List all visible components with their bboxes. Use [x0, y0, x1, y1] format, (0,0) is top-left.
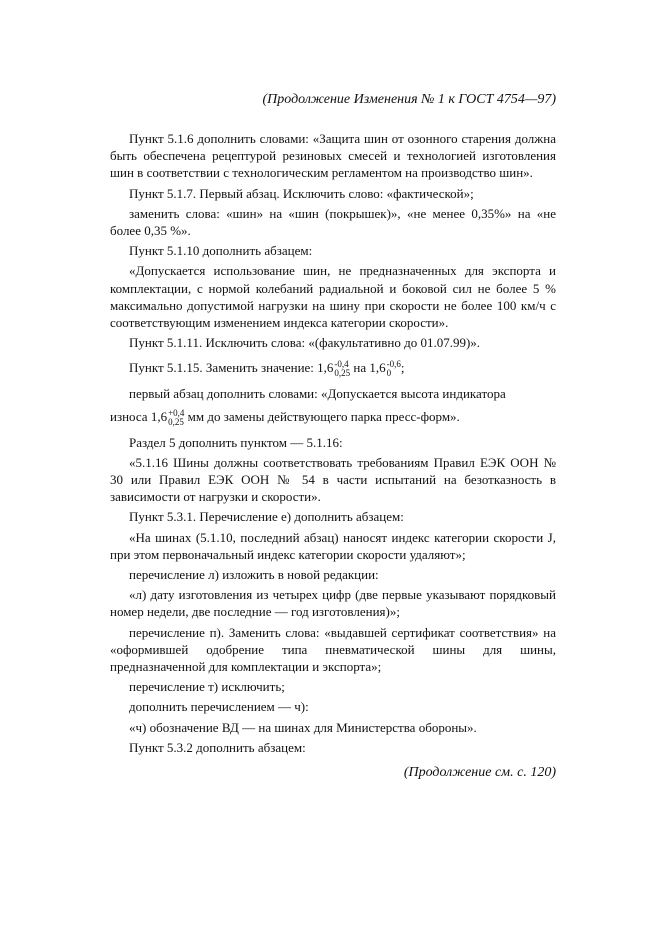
formula1-sup1: -0,4 [334, 359, 349, 370]
paragraph-enum-t: перечисление т) исключить; [129, 679, 285, 695]
formula1-limits-2 [387, 360, 401, 378]
formula2-sub: 0,25 [168, 416, 184, 427]
paragraph-5-3-1: Пункт 5.3.1. Перечисление е) дополнить абзацем: [129, 509, 404, 525]
paragraph-enum-ch-text: «ч) обозначение ВД — на шинах для Министерства обороны». [129, 719, 477, 735]
paragraph-5-1-15 [110, 354, 556, 382]
paragraph-5-1-10-text: «Допускается использование шин, не предназначенных для экспорта и комплектации, с нормой колебаний радиальной и боковой сил не более 5 % максимально допустимой нагрузки на шину при скорости не более 100 км/ч с соответствующим изменением индекса категории скорости». [110, 263, 556, 331]
paragraph-5-1-7-replace: заменить слова: «шин» на «шин (покрышек)», «не менее 0,35%» на «не более 0,35 %». [110, 205, 556, 239]
paragraph-5-3-2: Пункт 5.3.2 дополнить абзацем: [129, 739, 306, 755]
paragraph-enum-p: перечисление п). Заменить слова: «выдавшей сертификат соответствия» на «оформившей одобрение типа пневматической шины для шины, предназначенной для комплектации и экспорта»; [110, 624, 556, 675]
page-footer: (Продолжение см. с. 120) [403, 765, 556, 780]
paragraph-section-5: Раздел 5 дополнить пунктом — 5.1.16: [129, 434, 343, 450]
formula2-line [110, 403, 556, 431]
formula2-after: мм до замены действующего парка пресс-форм». [184, 408, 460, 424]
formula2-sup: +0,4 [168, 407, 185, 418]
formula2-limits [168, 409, 184, 427]
paragraph-enum-l: перечисление л) изложить в новой редакции: [129, 567, 379, 583]
page-header: (Продолжение Изменения № 1 к ГОСТ 4754—97) [262, 92, 556, 107]
document-page [110, 92, 556, 759]
formula1-mid: на 1,6 [350, 360, 386, 376]
paragraph-5-1-7: Пункт 5.1.7. Первый абзац. Исключить слово: «фактической»; [129, 185, 474, 201]
formula1-sup2: -0,6 [386, 359, 401, 370]
paragraph-5-1-15-first: первый абзац дополнить словами: «Допускается высота индикатора [129, 386, 506, 402]
paragraph-5-1-11: Пункт 5.1.11. Исключить слова: «(факультативно до 01.07.99)». [129, 335, 481, 351]
formula1-limits-1 [334, 360, 350, 378]
paragraph-enum-l-text: «л) дату изготовления из четырех цифр (две первые указывают порядковый номер недели, две последние — год изготовления)»; [110, 587, 556, 620]
formula1-after: ; [400, 360, 405, 376]
paragraph-5-3-1-text: «На шинах (5.1.10, последний абзац) наносят индекс категории скорости J, при этом первоначальный индекс категории скорости удаляют»; [110, 529, 556, 562]
paragraph-5-1-10: Пункт 5.1.10 дополнить абзацем: [129, 243, 313, 259]
formula1-sub2: 0 [386, 368, 392, 379]
formula2-before: износа 1,6 [110, 408, 168, 424]
paragraph-enum-ch: дополнить перечислением — ч): [129, 699, 309, 715]
formula1-sub1: 0,25 [334, 368, 351, 379]
paragraph-5-1-6: Пункт 5.1.6 дополнить словами: «Защита шин от озонного старения должна быть обеспечена рецептурой резиновых смесей и технологией изготовления шин в соответствии с технологическим регламентом на производство шин». [110, 131, 556, 181]
formula1-before: Пункт 5.1.15. Заменить значение: 1,6 [129, 360, 334, 376]
paragraph-5-1-16: «5.1.16 Шины должны соответствовать требованиям Правил ЕЭК ООН № 30 или Правил ЕЭК ООН № 54 в части испытаний на безотказность в зависимости от нагрузки и скорости». [110, 454, 556, 505]
